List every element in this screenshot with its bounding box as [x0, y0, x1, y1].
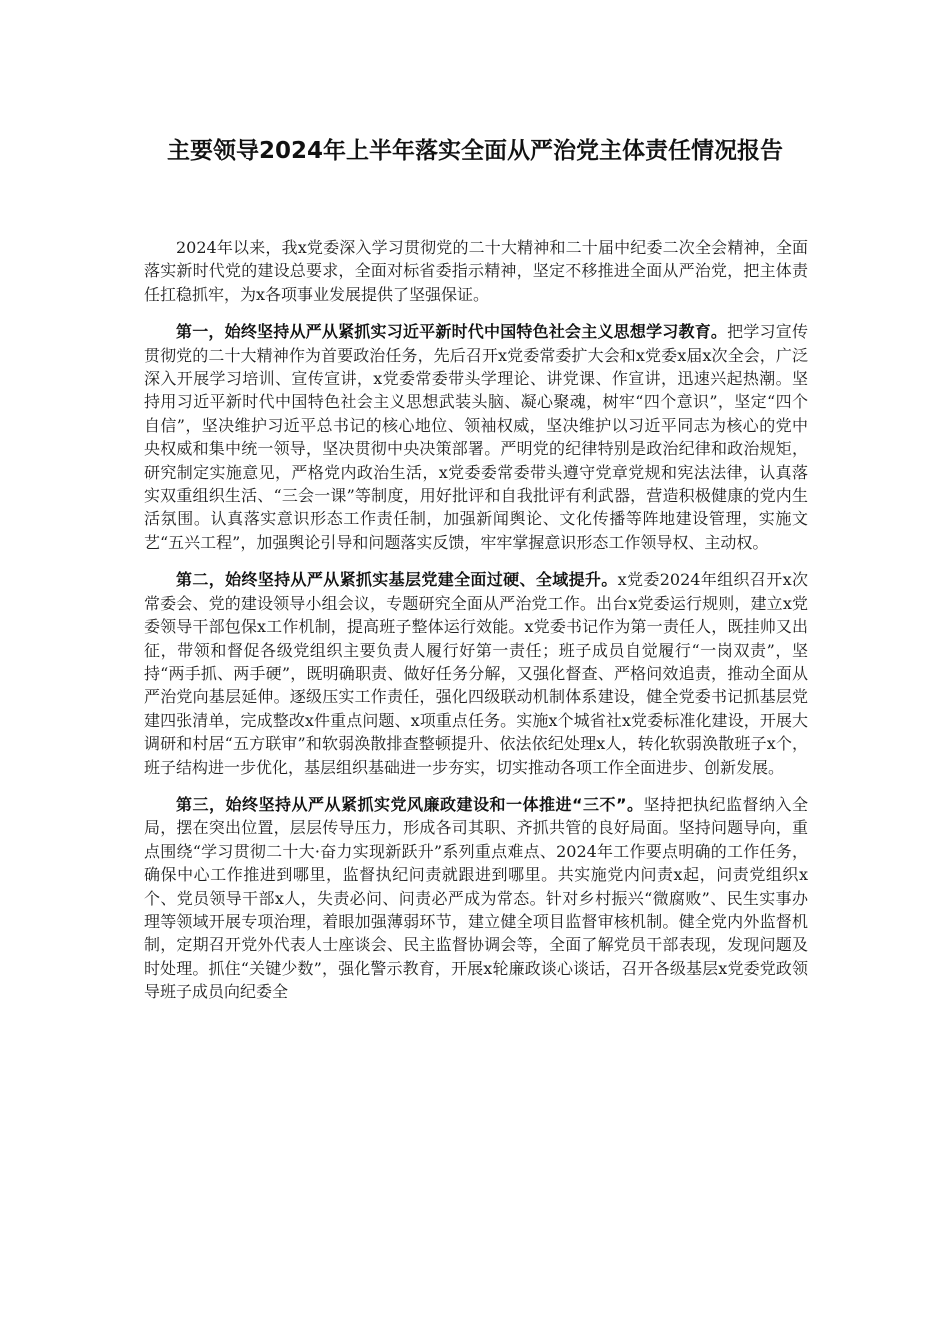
- intro-paragraph: 2024年以来，我x党委深入学习贯彻党的二十大精神和二十届中纪委二次全会精神，全面落实新时代党的建设总要求，全面对标省委指示精神，坚定不移推进全面从严治党，把主体责任扛稳抓牢，为x各项事业发展提供了坚强保证。: [144, 238, 808, 304]
- section-paragraph-3: [144, 793, 808, 1004]
- section-heading-2: 第二，始终坚持从严从紧抓实基层党建全面过硬、全域提升。: [176, 570, 618, 590]
- section-heading-1: 第一，始终坚持从严从紧抓实习近平新时代中国特色社会主义思想学习教育。: [176, 322, 728, 342]
- section-paragraph-2: [144, 568, 808, 779]
- section-text-1: 把学习宣传贯彻党的二十大精神作为首要政治任务，先后召开x党委常委扩大会和x党委x届x次全会，广泛深入开展学习培训、宣传宣讲，x党委常委带头学理论、讲党课、作宣讲，迅速兴起热潮。坚持用习近平新时代中国特色社会主义思想武装头脑、凝心聚魂，树牢“四个意识”，坚定“四个自信”，坚决维护习近平总书记的核心地位、领袖权威，坚决维护以习近平同志为核心的党中央权威和集中统一领导，坚决贯彻中央决策部署。严明党的纪律特别是政治纪律和政治规矩，研究制定实施意见，严格党内政治生活，x党委委常委带头遵守党章党规和宪法法律，认真落实双重组织生活、“三会一课”等制度，用好批评和自我批评有利武器，营造积极健康的党内生活氛围。认真落实意识形态工作责任制，加强新闻舆论、文化传播等阵地建设管理，实施文艺“五兴工程”，加强舆论引导和问题落实反馈，牢牢掌握意识形态工作领导权、主动权。: [144, 322, 808, 552]
- section-heading-3: 第三，始终坚持从严从紧抓实党风廉政建设和一体推进“三不”。: [176, 794, 644, 814]
- section-text-2: x党委2024年组织召开x次常委会、党的建设领导小组会议，专题研究全面从严治党工作。出台x党委运行规则，建立x党委领导干部包保x工作机制，提高班子整体运行效能。x党委书记作为第一责任人，既挂帅又出征，带领和督促各级党组织主要负责人履行好第一责任；班子成员自觉履行“一岗双责”，坚持“两手抓、两手硬”，既明确职责、做好任务分解，又强化督查、严格问效追责，推动全面从严治党向基层延伸。逐级压实工作责任，强化四级联动机制体系建设，健全党委书记抓基层党建四张清单，完成整改x件重点问题、x项重点任务。实施x个城省社x党委标准化建设，开展大调研和村居“五方联审”和软弱涣散排查整顿提升、依法依纪处理x人，转化软弱涣散班子x个，班子结构进一步优化，基层组织基础进一步夯实，切实推动各项工作全面进步、创新发展。: [144, 570, 808, 777]
- document-body: [144, 236, 808, 1018]
- section-text-3: 坚持把执纪监督纳入全局，摆在突出位置，层层传导压力，形成各司其职、齐抓共管的良好局面。坚持问题导向，重点围绕“学习贯彻二十大·奋力实现新跃升”系列重点难点、2024年工作要点明确的工作任务，确保中心工作推进到哪里，监督执纪问责就跟进到哪里。共实施党内问责x起，问责党组织x个、党员领导干部x人，失责必问、问责必严成为常态。针对乡村振兴“微腐败”、民生实事办理等领域开展专项治理，着眼加强薄弱环节，建立健全项目监督审核机制。健全党内外监督机制，定期召开党外代表人士座谈会、民主监督协调会等，全面了解党员干部表现，发现问题及时处理。抓住“关键少数”，强化警示教育，开展x轮廉政谈心谈话，召开各级基层x党委党政领导班子成员向纪委全: [144, 794, 808, 1002]
- document-title: 主要领导2024年上半年落实全面从严治党主体责任情况报告: [166, 138, 783, 164]
- section-paragraph-1: [144, 320, 808, 554]
